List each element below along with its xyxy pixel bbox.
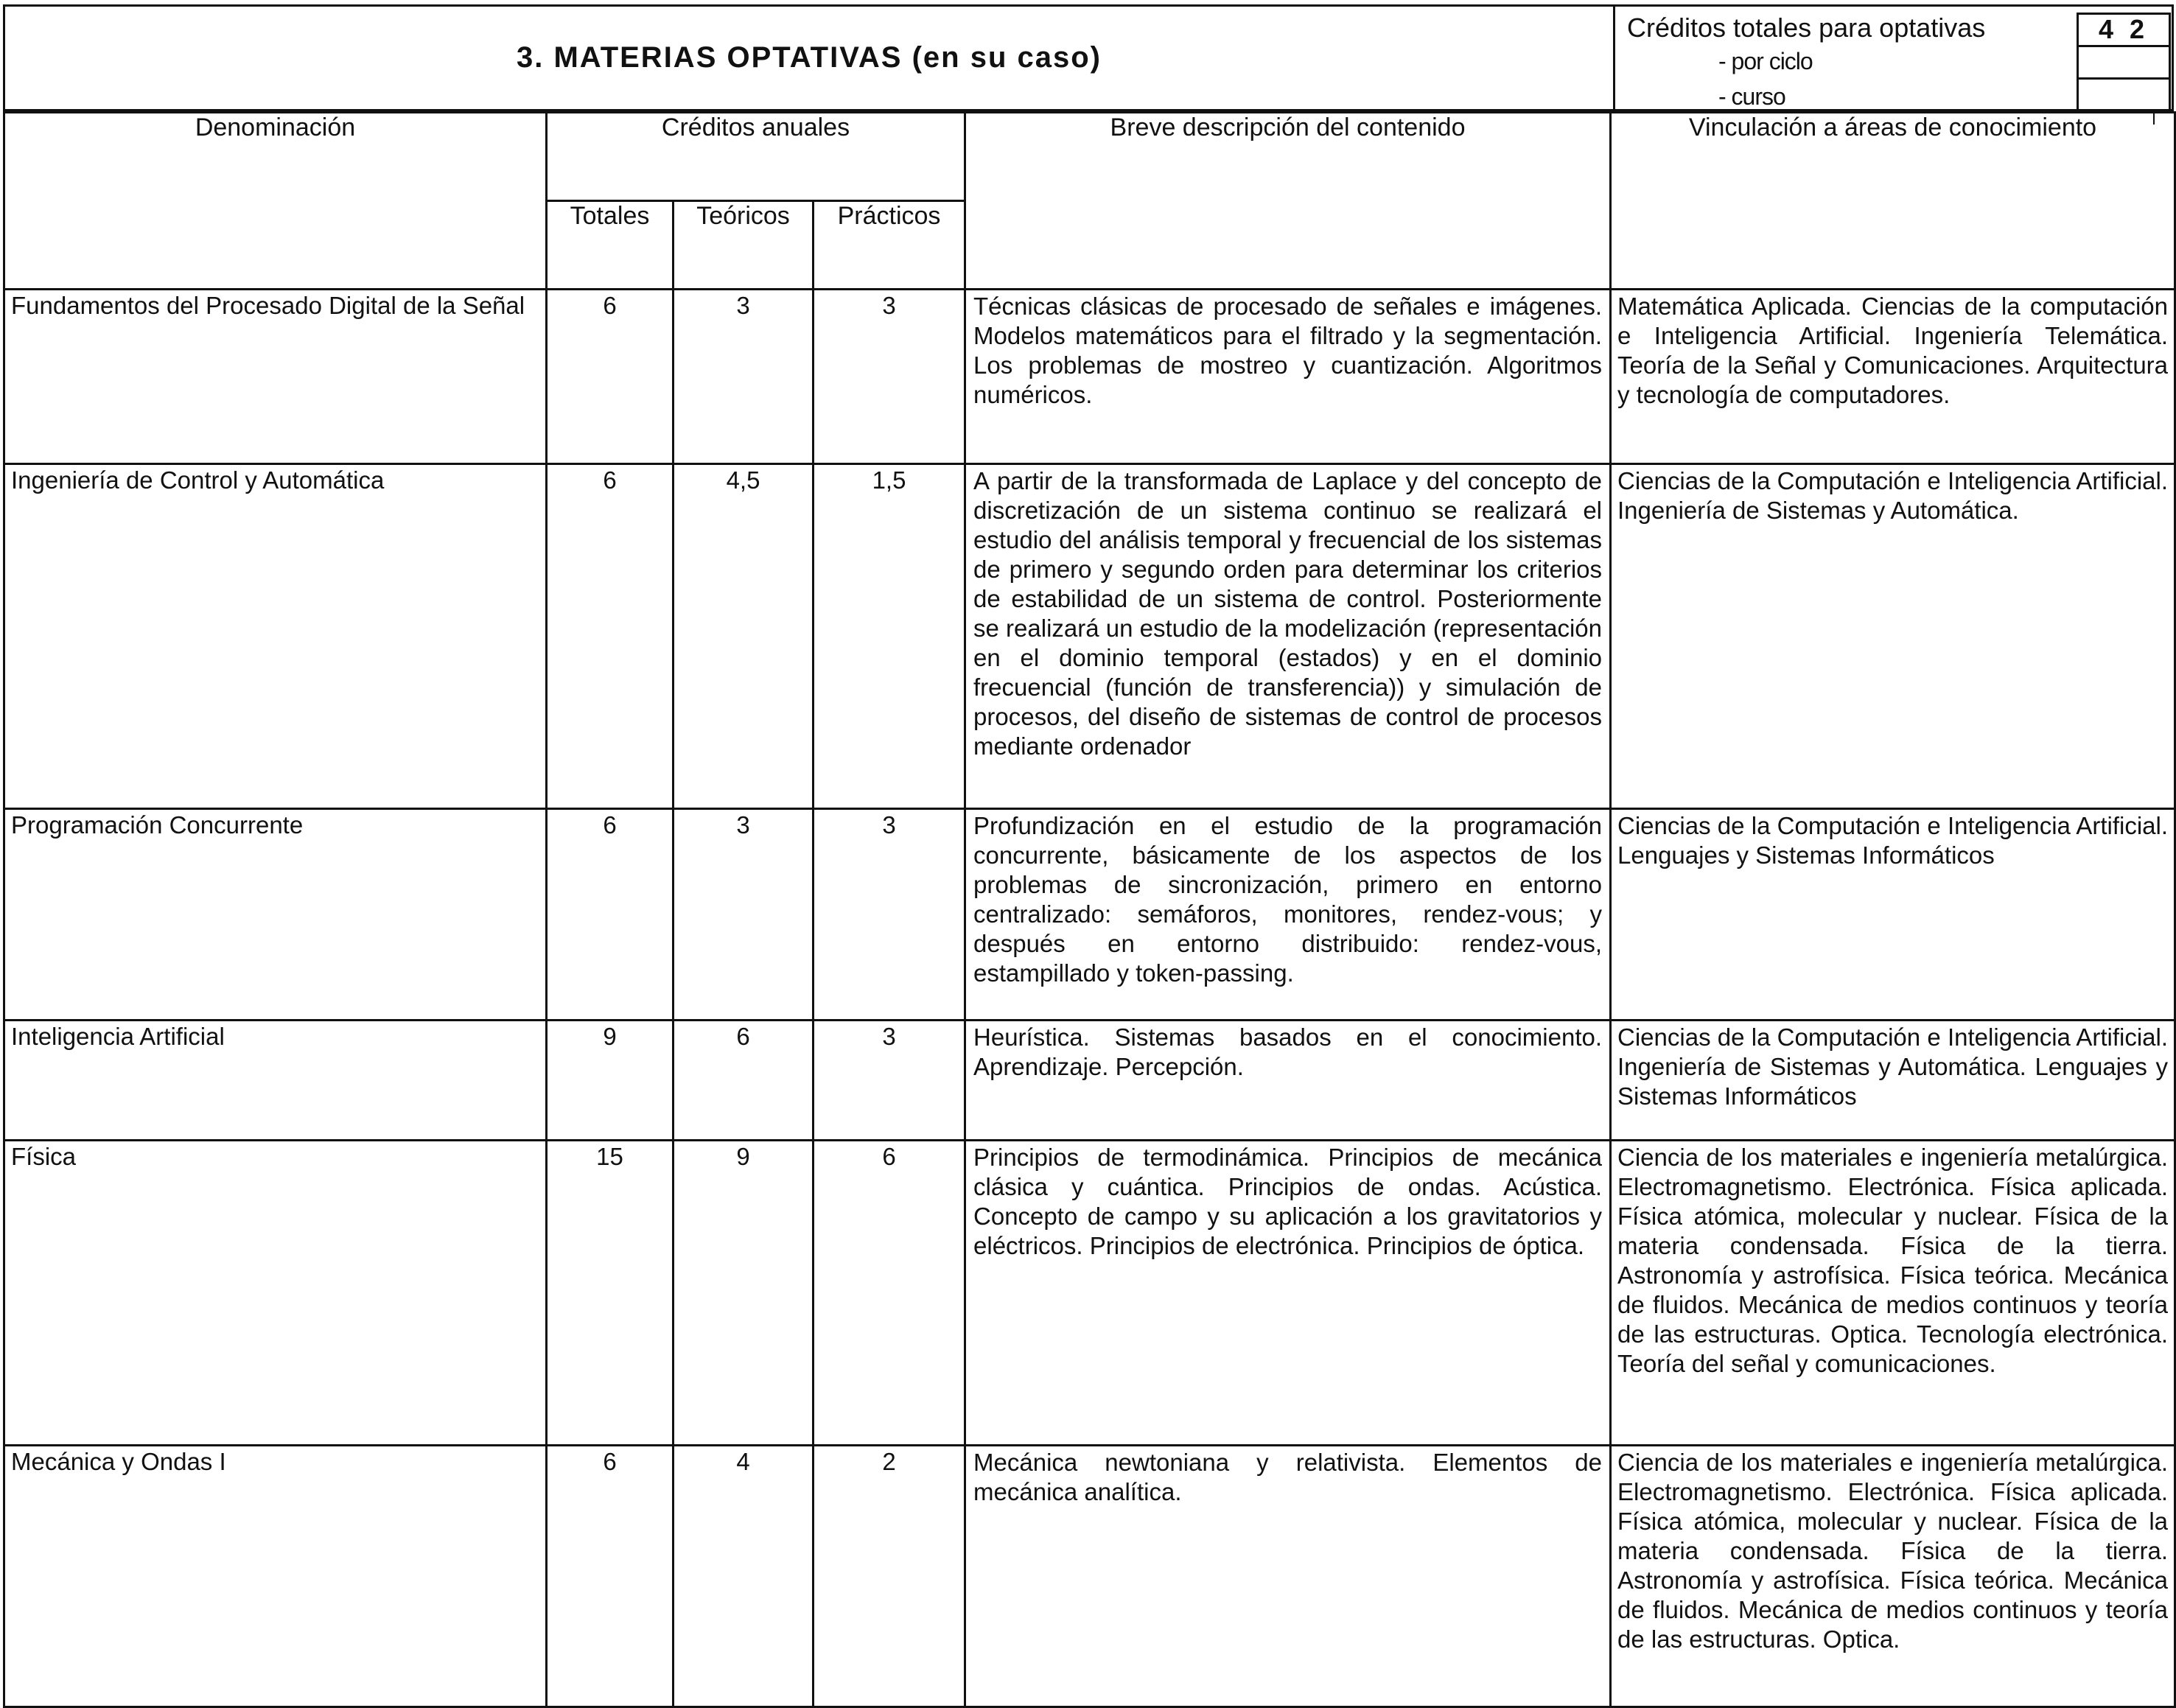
course-label: - curso — [1718, 83, 1785, 110]
col-header-areas: Vinculación a áreas de conocimiento — [1611, 113, 2175, 290]
knowledge-areas: Ciencia de los materiales e ingeniería metalúrgica. Electromagnetismo. Electrónica. Física aplicada. Física atómica, molecular y nuclear. Física de la materia condensada. Física de la tierra. Astronomía y astrofísica. Física teórica. Mecánica de fluidos. Mecánica de medios continuos y teoría de las estructuras. Optica. Tecnología electrónica. Teoría del señal y comunicaciones. — [1611, 1141, 2175, 1446]
credits-total: 6 — [547, 1446, 674, 1707]
col-header-theoretical: Teóricos — [674, 201, 814, 290]
subject-description: Mecánica newtoniana y relativista. Elementos de mecánica analítica. — [965, 1446, 1611, 1707]
knowledge-areas: Ciencias de la Computación e Inteligencia Artificial. Ingeniería de Sistemas y Automática. — [1611, 464, 2175, 809]
subject-name: Inteligencia Artificial — [4, 1021, 547, 1141]
credit-value-boxes — [2077, 13, 2171, 110]
table-row — [4, 1141, 2175, 1446]
credits-total: 6 — [547, 290, 674, 464]
subject-name: Fundamentos del Procesado Digital de la Señal — [4, 290, 547, 464]
tick-mark — [2153, 110, 2155, 125]
section-title: 3. MATERIAS OPTATIVAS (en su caso) — [516, 41, 1102, 74]
credits-practical: 3 — [814, 809, 965, 1021]
credits-total: 9 — [547, 1021, 674, 1141]
col-header-annual-credits: Créditos anuales — [547, 113, 965, 201]
subject-description: Heurística. Sistemas basados en el conocimiento. Aprendizaje. Percepción. — [965, 1021, 1611, 1141]
credits-total: 6 — [547, 809, 674, 1021]
subject-name: Física — [4, 1141, 547, 1446]
subject-description: Profundización en el estudio de la programación concurrente, básicamente de los aspectos de los problemas de sincronización, primero en entorno centralizado: semáforos, monitores, rendez-vous; y después en entorno distribuido: rendez-vous, estampillado y token-passing. — [965, 809, 1611, 1021]
col-header-practical: Prácticos — [814, 201, 965, 290]
subject-name: Programación Concurrente — [4, 809, 547, 1021]
col-header-description: Breve descripción del contenido — [965, 113, 1611, 290]
subject-name: Mecánica y Ondas I — [4, 1446, 547, 1707]
credits-theoretical: 3 — [674, 290, 814, 464]
credits-theoretical: 4,5 — [674, 464, 814, 809]
table-row — [4, 1446, 2175, 1707]
credits-theoretical: 3 — [674, 809, 814, 1021]
table-row — [4, 290, 2175, 464]
knowledge-areas: Ciencias de la Computación e Inteligencia Artificial. Ingeniería de Sistemas y Automática. Lenguajes y Sistemas Informáticos — [1611, 1021, 2175, 1141]
knowledge-areas: Ciencias de la Computación e Inteligencia Artificial. Lenguajes y Sistemas Informáticos — [1611, 809, 2175, 1021]
total-credits-label: Créditos totales para optativas — [1627, 13, 1986, 43]
subject-description: Técnicas clásicas de procesado de señales e imágenes. Modelos matemáticos para el filtrado y la segmentación. Los problemas de mostreo y cuantización. Algoritmos numéricos. — [965, 290, 1611, 464]
per-cycle-value — [2077, 45, 2171, 77]
credits-practical: 6 — [814, 1141, 965, 1446]
section-header — [3, 4, 2174, 111]
table-row — [4, 809, 2175, 1021]
credits-theoretical: 6 — [674, 1021, 814, 1141]
credits-total: 15 — [547, 1141, 674, 1446]
credits-theoretical: 9 — [674, 1141, 814, 1446]
total-credits-value: 4 2 — [2077, 13, 2171, 45]
total-credits-panel — [1613, 7, 2174, 109]
credits-practical: 1,5 — [814, 464, 965, 809]
table-row — [4, 464, 2175, 809]
subject-name: Ingeniería de Control y Automática — [4, 464, 547, 809]
credits-practical: 2 — [814, 1446, 965, 1707]
knowledge-areas: Matemática Aplicada. Ciencias de la computación e Inteligencia Artificial. Ingeniería Telemática. Teoría de la Señal y Comunicaciones. Arquitectura y tecnología de computadores. — [1611, 290, 2175, 464]
credits-theoretical: 4 — [674, 1446, 814, 1707]
knowledge-areas: Ciencia de los materiales e ingeniería metalúrgica. Electromagnetismo. Electrónica. Física aplicada. Física atómica, molecular y nuclear. Física de la materia condensada. Física de la tierra. Astronomía y astrofísica. Física teórica. Mecánica de fluidos. Mecánica de medios continuos y teoría de las estructuras. Optica. — [1611, 1446, 2175, 1707]
document-page — [3, 4, 2174, 1708]
credits-total: 6 — [547, 464, 674, 809]
credits-practical: 3 — [814, 290, 965, 464]
subject-description: A partir de la transformada de Laplace y del concepto de discretización de un sistema continuo se realizará el estudio del análisis temporal y frecuencial de los sistemas de primero y segundo orden para determinar los criterios de estabilidad de un sistema de control. Posteriormente se realizará un estudio de la modelización (representación en el dominio temporal (estados) y en el dominio frecuencial (función de transferencia)) y simulación de procesos, del diseño de sistemas de control de procesos mediante ordenador — [965, 464, 1611, 809]
table-row — [4, 1021, 2175, 1141]
credits-practical: 3 — [814, 1021, 965, 1141]
course-value — [2077, 77, 2171, 110]
per-cycle-label: - por ciclo — [1718, 48, 1813, 74]
col-header-totals: Totales — [547, 201, 674, 290]
col-header-name: Denominación — [4, 113, 547, 290]
optional-subjects-table — [3, 111, 2176, 1708]
subject-description: Principios de termodinámica. Principios de mecánica clásica y cuántica. Principios de ondas. Acústica. Concepto de campo y su aplicación a los gravitatorios y eléctricos. Principios de electrónica. Principios de óptica. — [965, 1141, 1611, 1446]
